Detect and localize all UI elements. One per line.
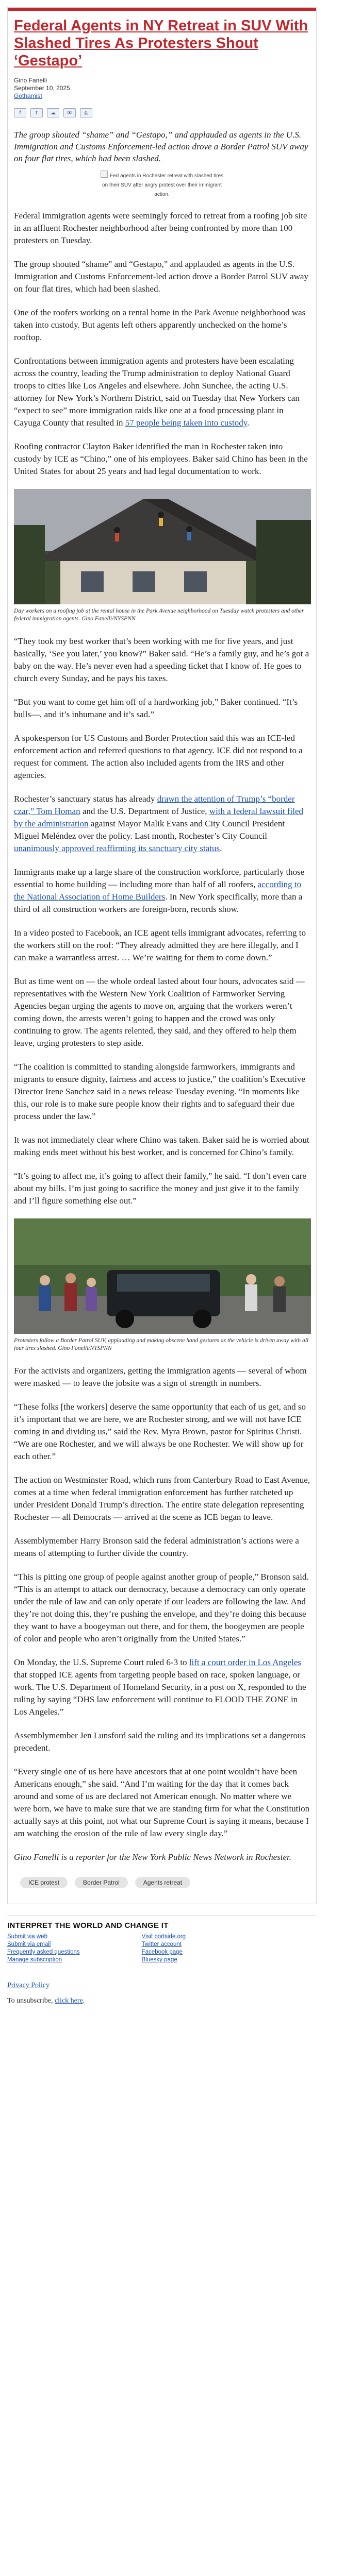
paragraph-3: One of the roofers working on a rental home in the Park Avenue neighborhood was taken into custody. But agents left others apparently unchecked on the home’s rooftop. (14, 308, 306, 342)
faq-link[interactable]: Frequently asked questions (7, 1949, 80, 1955)
custody-link[interactable]: 57 people being taken into custody (125, 418, 248, 428)
top-accent-bar (8, 8, 316, 11)
paragraph-10-text-b: . In New York specifically, more than a third of all construction workers are foreign-born, records show. (14, 892, 303, 914)
author-bio: Gino Fanelli is a reporter for the New York Public News Network in Rochester. (14, 1852, 291, 1862)
footer (7, 1916, 317, 1964)
footer-right-column (142, 1933, 186, 1964)
byline (14, 77, 310, 100)
paragraph-8: A spokesperson for US Customs and Border Protection said this was an ICE-led enforcement action and referred questions to that agency. ICE did not respond to a request for comment. The action also included agents from the IRS and other agencies. (14, 733, 303, 780)
sanctuary-status-link[interactable]: unanimously approved reaffirming its sanctuary city status (14, 843, 220, 853)
bluesky-link[interactable]: Bluesky page (141, 1957, 177, 1963)
paragraph-10 (14, 866, 310, 916)
tag-list (20, 1877, 310, 1888)
tag-agents-retreat[interactable]: Agents retreat (135, 1877, 190, 1888)
unsubscribe-period: . (83, 1997, 85, 2005)
paragraph-14: It was not immediately clear where Chino was taken. Baker said he is worried about making ends meet without his best worker, and is concerned for Chino’s family. (14, 1135, 309, 1157)
broken-image-icon (101, 171, 108, 178)
share-buttons (14, 108, 310, 117)
photo-protesters-caption: Protesters follow a Border Patrol SUV, applauding and making obscene hand gestures as the vehicle is driven away with all four tires slashed. Gino Fanelli/NYSPNN (14, 1337, 309, 1351)
paragraph-7: “But you want to come get him off of a hardworking job,” Baker continued. “It’s bulls—, and it’s inhumane and it’s sad.” (14, 697, 298, 719)
submit-web-link[interactable]: Submit via web (7, 1934, 47, 1940)
paragraph-12: But as time went on — the whole ordeal lasted about four hours, advocates said — representatives with the Western New York Coalition of Farmworker Serving Agencies began urging the agents to move on, arguing that the workers weren’t coming down, the arrests weren’t going to happen and the crowd was only continuing to grow. The agents relented, they said, and they offered to help them leave, urging protesters to step aside. (14, 976, 305, 1048)
tag-ice-protest[interactable]: ICE protest (20, 1877, 68, 1888)
unsubscribe-line (7, 1997, 361, 2005)
publish-date: September 10, 2025 (14, 84, 70, 92)
home-builders-link[interactable]: according to the National Association of Home Builders (14, 879, 302, 902)
bluesky-icon[interactable]: ☁ (47, 108, 59, 117)
lead-image (100, 171, 224, 198)
author-name: Gino Fanelli (14, 77, 47, 84)
footer-columns (7, 1933, 317, 1964)
email-icon[interactable]: ✉ (63, 108, 76, 117)
paragraph-9-text-a: Rochester’s sanctuary status has already (14, 794, 157, 804)
paragraph-2: The group shouted “shame” and “Gestapo,” and applauded as agents in the U.S. Immigration and Customs Enforcement-led action drove a Border Patrol SUV away on four flat tires, which had been slashed. (14, 259, 308, 294)
paragraph-22: Assemblymember Jen Lunsford said the ruling and its implications set a dangerous precedent. (14, 1731, 306, 1753)
visit-portside-link[interactable]: Visit portside.org (141, 1934, 186, 1940)
unsubscribe-text: To unsubscribe, (7, 1997, 55, 2005)
paragraph-4-text: Confrontations between immigration agents and protesters have been escalating across the country, leading the Trump administration to deploy National Guard troops to cities like Los Angeles and elsewhere. John Sunchee, the acting U.S. attorney for New York’s Northern District, said on Tuesday that New Yorkers can “expect to see” more immigration raids like one at a food processing plant in Cayuga County that resulted in (14, 356, 300, 428)
paragraph-6: “They took my best worker that’s been working with me for five years, and just basically, ‘See you later,’ you know?” Baker said. “He’s a family guy, and he’s got a baby on the way. He’s never even had a speeding ticket that I know of. He goes to church every Sunday, and he pays his taxes. (14, 636, 309, 683)
paragraph-21-text-b: that stopped ICE agents from targeting people based on race, spoken language, or work. The U.S. Department of Homeland Security, in a post on X, responded to the ruling by saying “DHS law enforcement will continue to FLOOD THE ZONE in Los Angeles.” (14, 1670, 306, 1717)
paragraph-19: Assemblymember Harry Bronson said the federal administration’s actions were a means of attempting to further divide the country. (14, 1536, 299, 1558)
paragraph-1: Federal immigration agents were seemingly forced to retreat from a roofing job site in an affluent Rochester neighborhood after being confronted by more than 100 protesters on Tuesday. (14, 211, 307, 245)
privacy-policy-link[interactable]: Privacy Policy (7, 1981, 50, 1989)
twitter-link[interactable]: Twitter account (141, 1941, 182, 1947)
manage-subscription-link[interactable]: Manage subscription (7, 1957, 62, 1963)
paragraph-9 (14, 793, 310, 855)
paragraph-16: For the activists and organizers, getting the immigration agents — several of whom were masked — to leave the jobsite was a sign of strength in numbers. (14, 1366, 307, 1388)
paragraph-4 (14, 355, 310, 429)
paragraph-13: “The coalition is committed to standing alongside farmworkers, immigrants and migrants to ensure dignity, fairness and access to justice,” the coalition’s Executive Director Irene Sanchez said in a news release Tuesday evening. “In moments like this, our role is to make sure people know their rights and to safeguard their due process under the law.” (14, 1062, 305, 1121)
paragraph-9-text-b: and the U.S. Department of Justice, (80, 806, 209, 816)
court-order-link[interactable]: lift a court order in Los Angeles (189, 1657, 301, 1667)
facebook-icon[interactable]: f (14, 108, 26, 117)
paragraph-20: “This is pitting one group of people against another group of people,” Bronson said. “This is an attempt to attack our democracy, because a democracy can only operate under the rule of law and can only operate if our leaders are following the law. And they’re not doing this, they’re pushing the envelope, and they’re doing this because they want to have a boogeyman out there, and for them, the boogeymen are people of color and people who aren’t originally from the United States.” (14, 1572, 309, 1643)
paragraph-17: “These folks [the workers] deserve the same opportunity that each of us get, and so it’s important that we are here, we are Rochester strong, and we will not have ICE coming in and dividing us,” said the Rev. Myra Brown, pastor for Spiritus Christi. “We are one Rochester, and we will always be one Rochester. We will show up for each other.” (14, 1402, 306, 1461)
article-deck: The group shouted “shame” and “Gestapo,” and applauded as agents in the U.S. Immigration and Customs Enforcement-led action drove a Border Patrol SUV away on four flat tires, which had been slashed. (14, 130, 308, 163)
article-headline[interactable]: Federal Agents in NY Retreat in SUV With Slashed Tires As Protesters Shout ‘Gestapo’ (14, 18, 308, 69)
submit-email-link[interactable]: Submit via email (7, 1941, 51, 1947)
footer-title: INTERPRET THE WORLD AND CHANGE IT (7, 1921, 169, 1930)
facebook-link[interactable]: Facebook page (141, 1949, 183, 1955)
paragraph-5: Roofing contractor Clayton Baker identified the man in Rochester taken into custody by ICE as “Chino,” one of his employees. Baker said Chino has been in the United States for about 25 years and had legal documentation to work. (14, 442, 308, 476)
tag-border-patrol[interactable]: Border Patrol (75, 1877, 128, 1888)
paragraph-9-text-c: against Mayor Malik Evans and City Council President Miguel Meléndez over the policy. Last month, Rochester’s City Council (14, 819, 285, 841)
border-czar-link[interactable]: drawn the attention of Trump’s “border czar,” Tom Homan (14, 794, 295, 816)
paragraph-21 (14, 1656, 310, 1718)
roofers-photo-graphic (14, 489, 311, 604)
paragraph-4-end: . (247, 418, 250, 428)
paragraph-10-text-a: Immigrants make up a large share of the construction workforce, particularly those essential to home building — including more than half of all roofers, (14, 867, 305, 889)
bottom-links (7, 1981, 361, 2005)
unsubscribe-link[interactable]: click here (54, 1997, 83, 2005)
lead-image-alt-text: Fed agents in Rochester retreat with slashed tires on their SUV after angry protest over their immigrant action. (102, 173, 224, 197)
print-icon[interactable]: ⎙ (80, 108, 92, 117)
photo-protesters (14, 1218, 311, 1334)
photo-roofers (14, 489, 311, 604)
twitter-icon[interactable]: t (30, 108, 43, 117)
paragraph-11: In a video posted to Facebook, an ICE agent tells immigrant advocates, referring to the workers still on the roof: “They already admitted they are here illegally, and I can make a warrantless arrest. … We’re waiting for them to come down.” (14, 928, 306, 962)
photo-roofers-caption: Day workers on a roofing job at the rental house in the Park Avenue neighborhood on Tuesday watch protesters and other federal immigration agents. Gino Fanelli/NYSPNN (14, 608, 304, 622)
paragraph-15: “It’s going to affect me, it’s going to affect their family,” he said. “I don’t even care about my bills. I’m just going to sacrifice the money and just give it to the family and I’ll figure something else out.” (14, 1171, 306, 1206)
footer-left-column (7, 1933, 80, 1964)
paragraph-18: The action on Westminster Road, which runs from Canterbury Road to East Avenue, comes at a time when federal immigration enforcement has further ratcheted up under President Donald Trump’s direction. The entire state delegation representing Rochester — all Democrats — arrived at the scene as ICE began to leave. (14, 1475, 310, 1522)
paragraph-9-end: . (220, 843, 222, 853)
paragraph-23: “Every single one of us here have ancestors that at one point wouldn’t have been Americans enough,” she said. “And I’m waiting for the day that it comes back around and some of us are declared not American enough. No matter where we were born, we have to make sure that we are standing firm for what the Constitution actually says at this point, not what our Supreme Court is saying it means, because I am watching the erosion of the rule of law every single day.” (14, 1767, 310, 1838)
source-link[interactable]: Gothamist (14, 92, 42, 99)
protesters-photo-graphic (14, 1218, 311, 1334)
federal-lawsuit-link[interactable]: with a federal lawsuit filed by the administration (14, 806, 304, 828)
paragraph-21-text-a: On Monday, the U.S. Supreme Court ruled 6-3 to (14, 1657, 189, 1667)
email-body (7, 7, 317, 1904)
